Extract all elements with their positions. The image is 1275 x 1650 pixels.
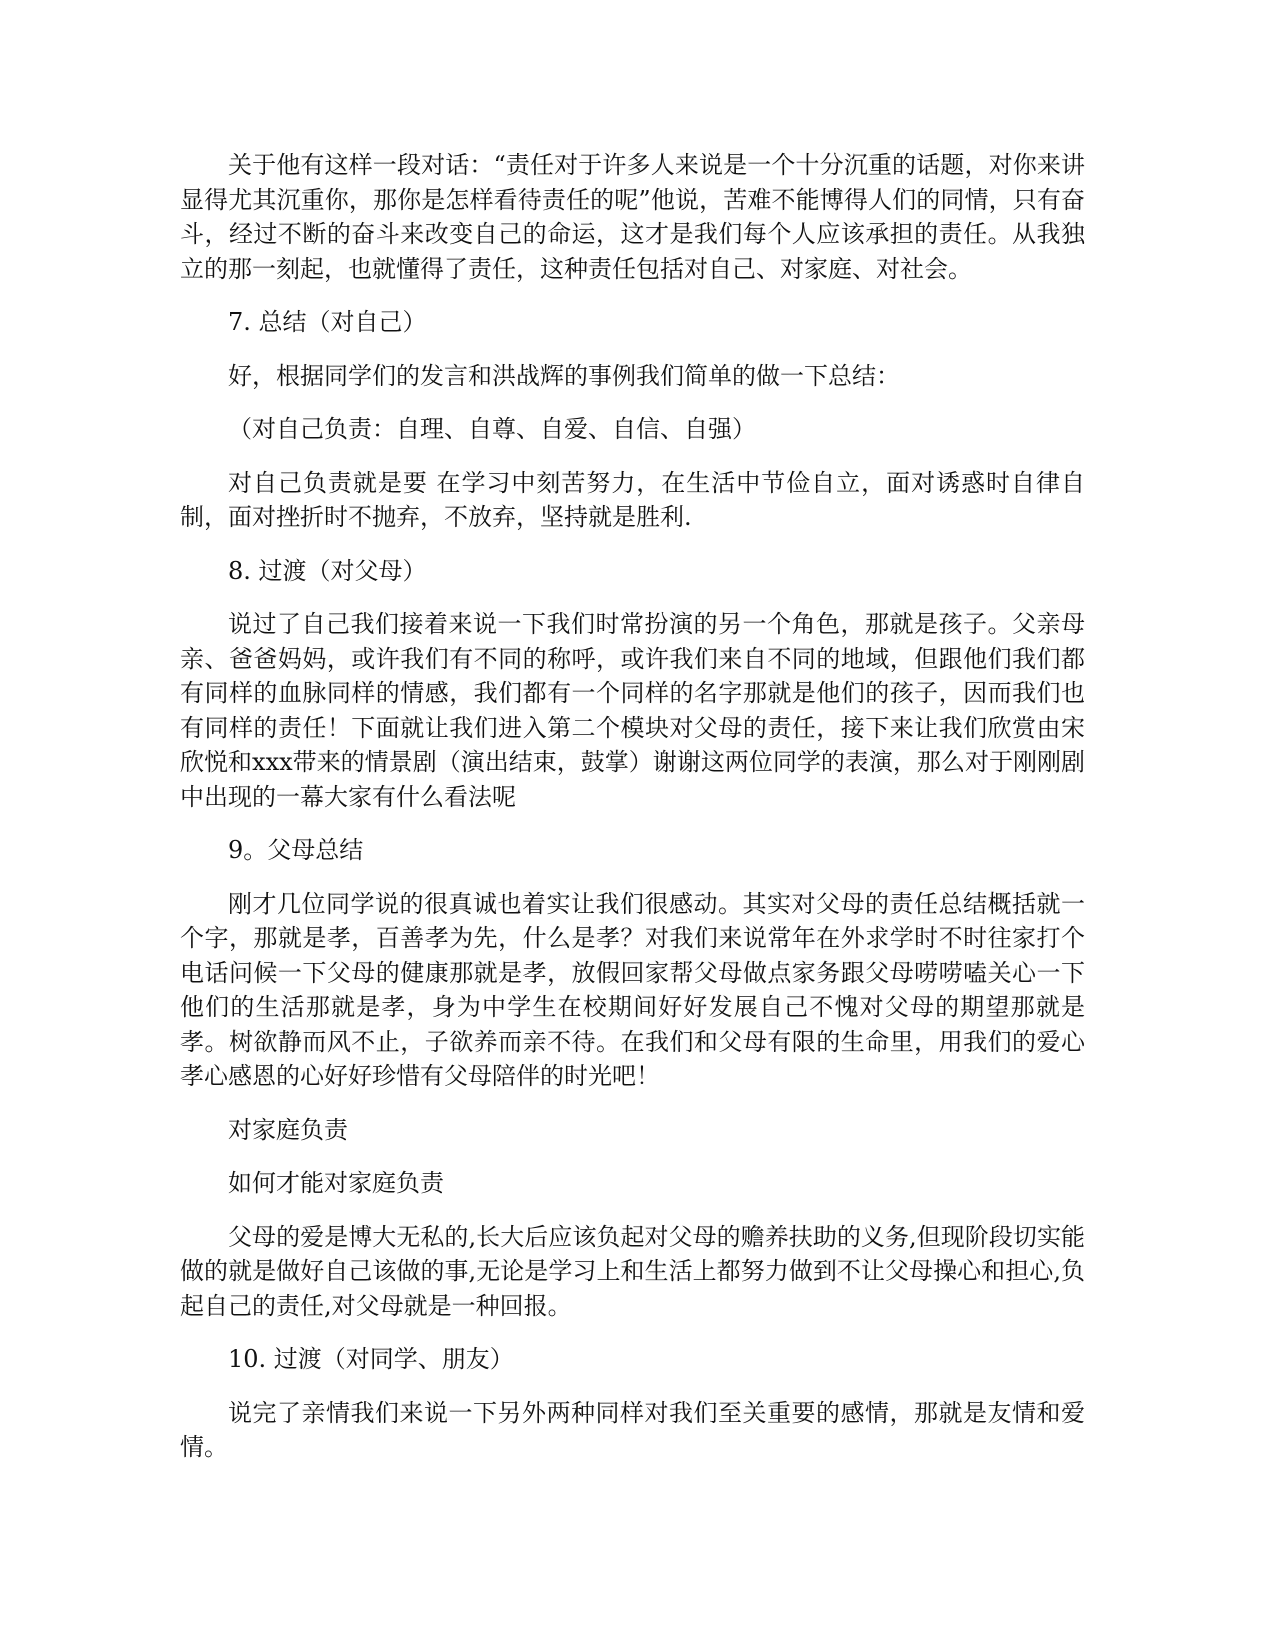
- subheading-how-family-responsibility: 如何才能对家庭负责: [228, 1169, 444, 1197]
- paragraph-summary-intro: 好，根据同学们的发言和洪战辉的事例我们简单的做一下总结：: [228, 361, 900, 390]
- subheading-family-responsibility: 对家庭负责: [228, 1115, 348, 1144]
- section-heading-8: 8. 过渡（对父母）: [228, 556, 427, 585]
- section-heading-7: 7. 总结（对自己）: [228, 308, 427, 336]
- paragraph-self-responsibility-list: （对自己负责：自理、自尊、自爱、自信、自强）: [228, 415, 756, 443]
- paragraph-responsibility-dialogue: 关于他有这样一段对话：“责任对于许多人来说是一个十分沉重的话题，对你来讲显得尤其沉重你，那你是怎样看待责任的呢”他说，苦难不能博得人们的同情，只有奋斗，经过不断的奋斗来改变自己的命运，这才是我们每个人应该承担的责任。从我独立的那一刻起，也就懂得了责任，这种责任包括对自己、对家庭、对社会。: [180, 151, 1085, 283]
- paragraph-parents-love: 父母的爱是博大无私的,长大后应该负起对父母的赡养扶助的义务,但现阶段切实能做的就是做好自己该做的事,无论是学习上和生活上都努力做到不让父母操心和担心,负起自己的责任,对父母就是一种回报。: [180, 1222, 1085, 1320]
- paragraph-filial-piety: 刚才几位同学说的很真诚也着实让我们很感动。其实对父母的责任总结概括就一个字，那就是孝，百善孝为先，什么是孝？对我们来说常年在外求学时不时往家打个电话问候一下父母的健康那就是孝，放假回家帮父母做点家务跟父母唠唠嗑关心一下他们的生活那就是孝，身为中学生在校期间好好发展自己不愧对父母的期望那就是孝。树欲静而风不止，子欲养而亲不待。在我们和父母有限的生命里，用我们的爱心孝心感恩的心好好珍惜有父母陪伴的时光吧！: [180, 889, 1085, 1090]
- document-body: [180, 148, 1085, 1484]
- paragraph-self-responsibility: 对自己负责就是要 在学习中刻苦努力，在生活中节俭自立，面对诱惑时自律自制，面对挫折时不抛弃，不放弃，坚持就是胜利.: [180, 468, 1085, 531]
- section-heading-9: 9。父母总结: [228, 836, 364, 864]
- paragraph-parents-transition: 说过了自己我们接着来说一下我们时常扮演的另一个角色，那就是孩子。父亲母亲、爸爸妈妈，或许我们有不同的称呼，或许我们来自不同的地域，但跟他们我们都有同样的血脉同样的情感，我们都有一个同样的名字那就是他们的孩子，因而我们也有同样的责任！下面就让我们进入第二个模块对父母的责任，接下来让我们欣赏由宋欣悦和xxx带来的情景剧（演出结束，鼓掌）谢谢这两位同学的表演，那么对于刚刚剧中出现的一幕大家有什么看法呢: [180, 610, 1085, 811]
- paragraph-friendship-transition: 说完了亲情我们来说一下另外两种同样对我们至关重要的感情，那就是友情和爱情。: [180, 1398, 1085, 1461]
- section-heading-10: 10. 过渡（对同学、朋友）: [228, 1345, 514, 1373]
